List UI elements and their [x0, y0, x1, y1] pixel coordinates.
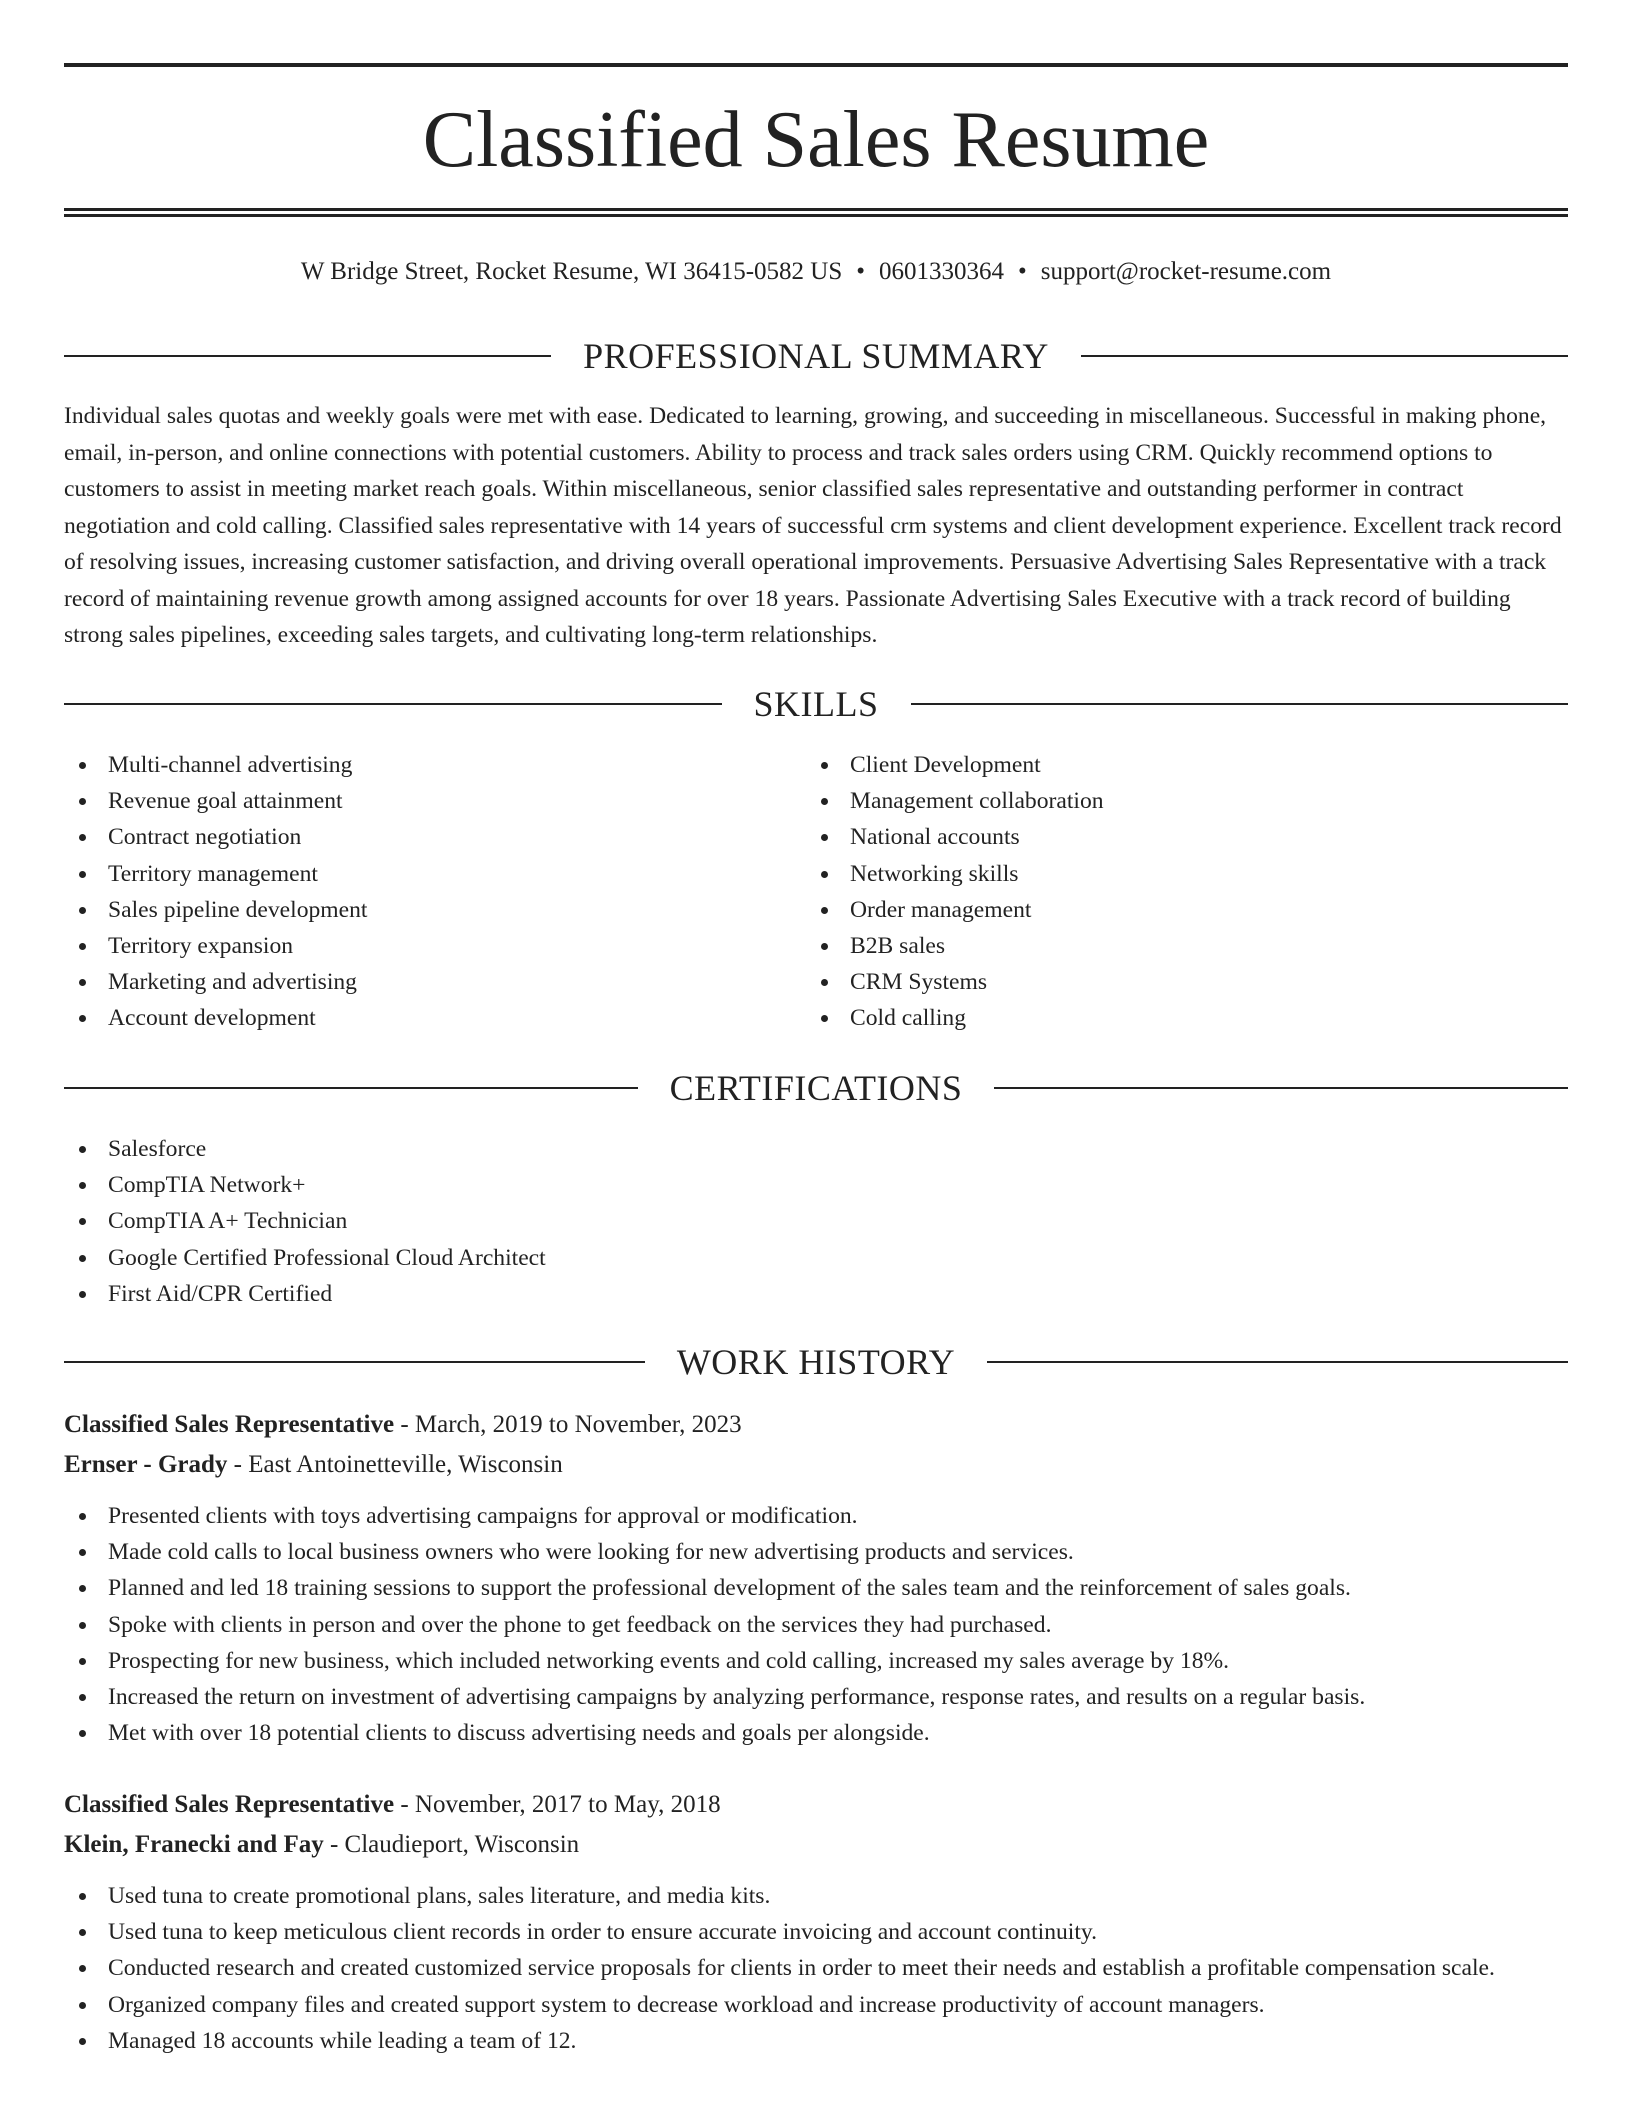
- list-item: Client Development: [806, 747, 1546, 783]
- list-item: Sales pipeline development: [64, 892, 804, 928]
- section-heading-work-history: [64, 1340, 1568, 1384]
- list-item: CRM Systems: [806, 964, 1546, 1000]
- list-item: Managed 18 accounts while leading a team of 12.: [64, 2023, 1568, 2059]
- list-item: Order management: [806, 892, 1546, 928]
- contact-phone[interactable]: 0601330364: [879, 258, 1005, 285]
- top-rule: [64, 63, 1568, 67]
- list-item: Cold calling: [806, 1000, 1546, 1036]
- job-location: - Claudieport, Wisconsin: [323, 1831, 580, 1858]
- list-item: Met with over 18 potential clients to discuss advertising needs and goals per alongside.: [64, 1715, 1568, 1751]
- list-item: Contract negotiation: [64, 819, 804, 855]
- list-item: B2B sales: [806, 928, 1546, 964]
- job-bullets: [64, 1498, 1568, 1751]
- job-title-line: [64, 1407, 1568, 1443]
- list-item: Made cold calls to local business owners who were looking for new advertising products and services.: [64, 1534, 1568, 1570]
- contact-address: W Bridge Street, Rocket Resume, WI 36415-0582 US: [300, 258, 843, 285]
- section-heading-certifications: [64, 1066, 1568, 1110]
- heading-rule-right: [1081, 355, 1568, 357]
- heading-rule-left: [64, 1087, 638, 1089]
- contact-separator: •: [1018, 258, 1027, 285]
- list-item: Increased the return on investment of advertising campaigns by analyzing performance, response rates, and results on a regular basis.: [64, 1679, 1568, 1715]
- job-company: Ernser - Grady: [64, 1451, 228, 1478]
- list-item: Presented clients with toys advertising campaigns for approval or modification.: [64, 1498, 1568, 1534]
- job-dates: - March, 2019 to November, 2023: [394, 1411, 742, 1438]
- page-title: Classified Sales Resume: [422, 96, 1210, 184]
- contact-separator: •: [856, 258, 866, 285]
- section-label: WORK HISTORY: [676, 1342, 956, 1382]
- list-item: First Aid/CPR Certified: [64, 1276, 1568, 1312]
- heading-rule-right: [911, 703, 1569, 705]
- job-dates: - November, 2017 to May, 2018: [394, 1791, 721, 1818]
- list-item: CompTIA A+ Technician: [64, 1203, 1568, 1239]
- job-company-line: [64, 1447, 1568, 1483]
- list-item: Planned and led 18 training sessions to support the professional development of the sales team and the reinforcement of sales goals.: [64, 1570, 1568, 1606]
- heading-rule-right: [987, 1361, 1568, 1363]
- list-item: Used tuna to keep meticulous client records in order to ensure accurate invoicing and account continuity.: [64, 1914, 1568, 1950]
- list-item: Territory expansion: [64, 928, 804, 964]
- list-item: Management collaboration: [806, 783, 1546, 819]
- section-heading-summary: [64, 334, 1568, 378]
- list-item: Multi-channel advertising: [64, 747, 804, 783]
- list-item: Territory management: [64, 856, 804, 892]
- list-item: Spoke with clients in person and over the phone to get feedback on the services they had purchased.: [64, 1607, 1568, 1643]
- list-item: Revenue goal attainment: [64, 783, 804, 819]
- heading-rule-left: [64, 1361, 645, 1363]
- list-item: Account development: [64, 1000, 804, 1036]
- job-company-line: [64, 1827, 1568, 1863]
- section-heading-skills: [64, 682, 1568, 726]
- list-item: National accounts: [806, 819, 1546, 855]
- list-item: Prospecting for new business, which included networking events and cold calling, increased my sales average by 18%.: [64, 1643, 1568, 1679]
- list-item: Google Certified Professional Cloud Architect: [64, 1240, 1568, 1276]
- job-title-line: [64, 1787, 1568, 1823]
- section-label: SKILLS: [753, 684, 879, 724]
- skills-list-right: [806, 747, 1546, 1037]
- list-item: Networking skills: [806, 856, 1546, 892]
- list-item: Salesforce: [64, 1131, 1568, 1167]
- job-title: Classified Sales Representative: [64, 1791, 395, 1818]
- heading-rule-right: [994, 1087, 1568, 1089]
- contact-line: [64, 254, 1568, 290]
- list-item: Organized company files and created support system to decrease workload and increase productivity of account managers.: [64, 1987, 1568, 2023]
- certifications-list: [64, 1131, 1568, 1312]
- section-label: CERTIFICATIONS: [669, 1068, 963, 1108]
- list-item: Marketing and advertising: [64, 964, 804, 1000]
- title-double-rule: [64, 208, 1568, 217]
- contact-email[interactable]: support@rocket-resume.com: [1040, 258, 1332, 285]
- job-location: - East Antoinetteville, Wisconsin: [227, 1451, 563, 1478]
- skills-list-left: [64, 747, 804, 1037]
- list-item: CompTIA Network+: [64, 1167, 1568, 1203]
- job-title: Classified Sales Representative: [64, 1411, 395, 1438]
- heading-rule-left: [64, 703, 722, 705]
- summary-text: Individual sales quotas and weekly goals were met with ease. Dedicated to learning, growing, and succeeding in miscellaneous. Successful in making phone, email, in-person, and online connections with potential customers. Ability to process and track sales orders using CRM. Quickly recommend options to customers to assist in meeting market reach goals. Within miscellaneous, senior classified sales representative and outstanding performer in contract negotiation and cold calling. Classified sales representative with 14 years of successful crm systems and client development experience. Excellent track record of resolving issues, increasing customer satisfaction, and driving overall operational improvements. Persuasive Advertising Sales Representative with a track record of maintaining revenue growth among assigned accounts for over 18 years. Passionate Advertising Sales Executive with a track record of building strong sales pipelines, exceeding sales targets, and cultivating long-term relationships.: [64, 403, 1562, 648]
- job-company: Klein, Franecki and Fay: [64, 1831, 324, 1858]
- list-item: Used tuna to create promotional plans, sales literature, and media kits.: [64, 1878, 1568, 1914]
- section-label: PROFESSIONAL SUMMARY: [583, 336, 1049, 376]
- list-item: Conducted research and created customized service proposals for clients in order to meet their needs and establish a profitable compensation scale.: [64, 1950, 1568, 1986]
- job-bullets: [64, 1878, 1568, 2059]
- heading-rule-left: [64, 355, 551, 357]
